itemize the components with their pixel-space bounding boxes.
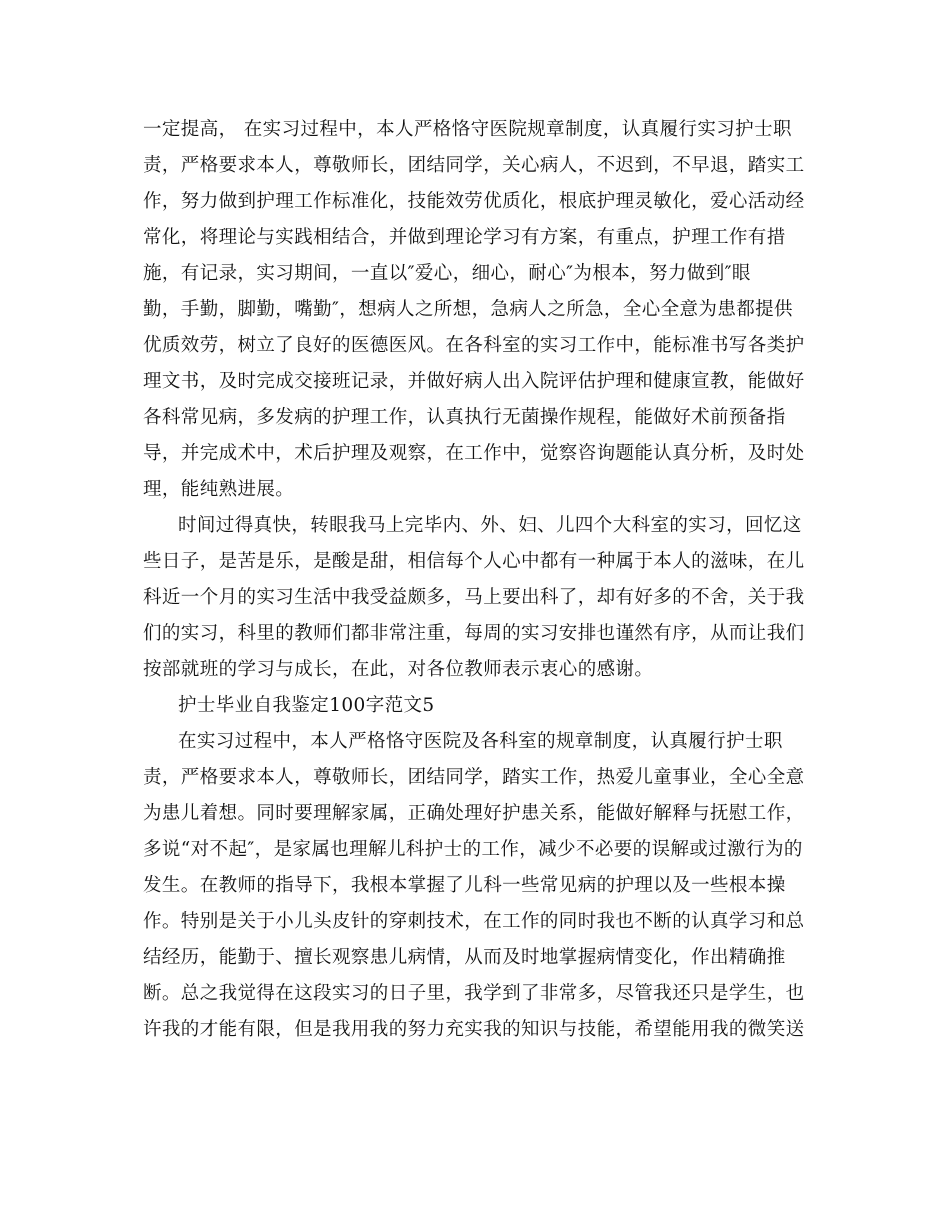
text-line: 优质效劳，树立了良好的医德医风。在各科室的实习工作中，能标准书写各类护 <box>143 335 805 356</box>
section-heading: 护士毕业自我鉴定100字范文5 <box>178 695 435 716</box>
text-line: 导，并完成术中，术后护理及观察，在工作中，觉察咨询题能认真分析，及时处 <box>143 443 805 464</box>
text-line: 发生。在教师的指导下，我根本掌握了儿科一些常见病的护理以及一些根本操 <box>143 875 786 896</box>
paragraph-start-line: 在实习过程中，本人严格恪守医院及各科室的规章制度，认真履行护士职 <box>178 731 783 752</box>
text-line: 作，努力做到护理工作标准化，技能效劳优质化，根底护理灵敏化，爱心活动经 <box>143 191 805 212</box>
text-line: 理，能纯熟进展。 <box>143 479 295 500</box>
text-line: 结经历，能勤于、擅长观察患儿病情，从而及时地掌握病情变化，作出精确推 <box>143 947 786 968</box>
paragraph-start-line: 时间过得真快，转眼我马上完毕内、外、妇、儿四个大科室的实习，回忆这 <box>178 515 802 536</box>
text-line: 科近一个月的实习生活中我受益颇多，马上要出科了，却有好多的不舍，关于我 <box>143 587 805 608</box>
text-line: 断。总之我觉得在这段实习的日子里，我学到了非常多，尽管我还只是学生，也 <box>143 983 805 1004</box>
text-line: 常化，将理论与实践相结合，并做到理论学习有方案，有重点，护理工作有措 <box>143 227 786 248</box>
text-line: 勤，手勤，脚勤，嘴勤″，想病人之所想，急病人之所急，全心全意为患都提供 <box>143 299 793 320</box>
text-line: 多说“对不起″，是家属也理解儿科护士的工作，减少不必要的误解或过激行为的 <box>143 839 803 860</box>
text-line: 责，严格要求本人，尊敬师长，团结同学，踏实工作，热爱儿童事业，全心全意 <box>143 767 805 788</box>
text-line: 些日子，是苦是乐，是酸是甜，相信每个人心中都有一种属于本人的滋味，在儿 <box>143 551 805 572</box>
text-line: 一定提高， 在实习过程中，本人严格恪守医院规章制度，认真履行实习护士职 <box>143 119 792 140</box>
text-line: 作。特别是关于小儿头皮针的穿刺技术，在工作的同时我也不断的认真学习和总 <box>143 911 805 932</box>
text-line: 们的实习，科里的教师们都非常注重，每周的实习安排也谨然有序，从而让我们 <box>143 623 805 644</box>
text-line: 施，有记录，实习期间，一直以″爱心，细心，耐心″为根本，努力做到″眼 <box>143 263 751 284</box>
text-line: 许我的才能有限，但是我用我的努力充实我的知识与技能，希望能用我的微笑送 <box>143 1019 805 1040</box>
text-line: 为患儿着想。同时要理解家属，正确处理好护患关系，能做好解释与抚慰工作， <box>143 803 805 824</box>
text-line: 各科常见病，多发病的护理工作，认真执行无菌操作规程，能做好术前预备指 <box>143 407 786 428</box>
text-line: 按部就班的学习与成长，在此，对各位教师表示衷心的感谢。 <box>143 659 654 680</box>
text-line: 理文书，及时完成交接班记录，并做好病人出入院评估护理和健康宣教，能做好 <box>143 371 805 392</box>
text-line: 责，严格要求本人，尊敬师长，团结同学，关心病人，不迟到，不早退，踏实工 <box>143 155 805 176</box>
